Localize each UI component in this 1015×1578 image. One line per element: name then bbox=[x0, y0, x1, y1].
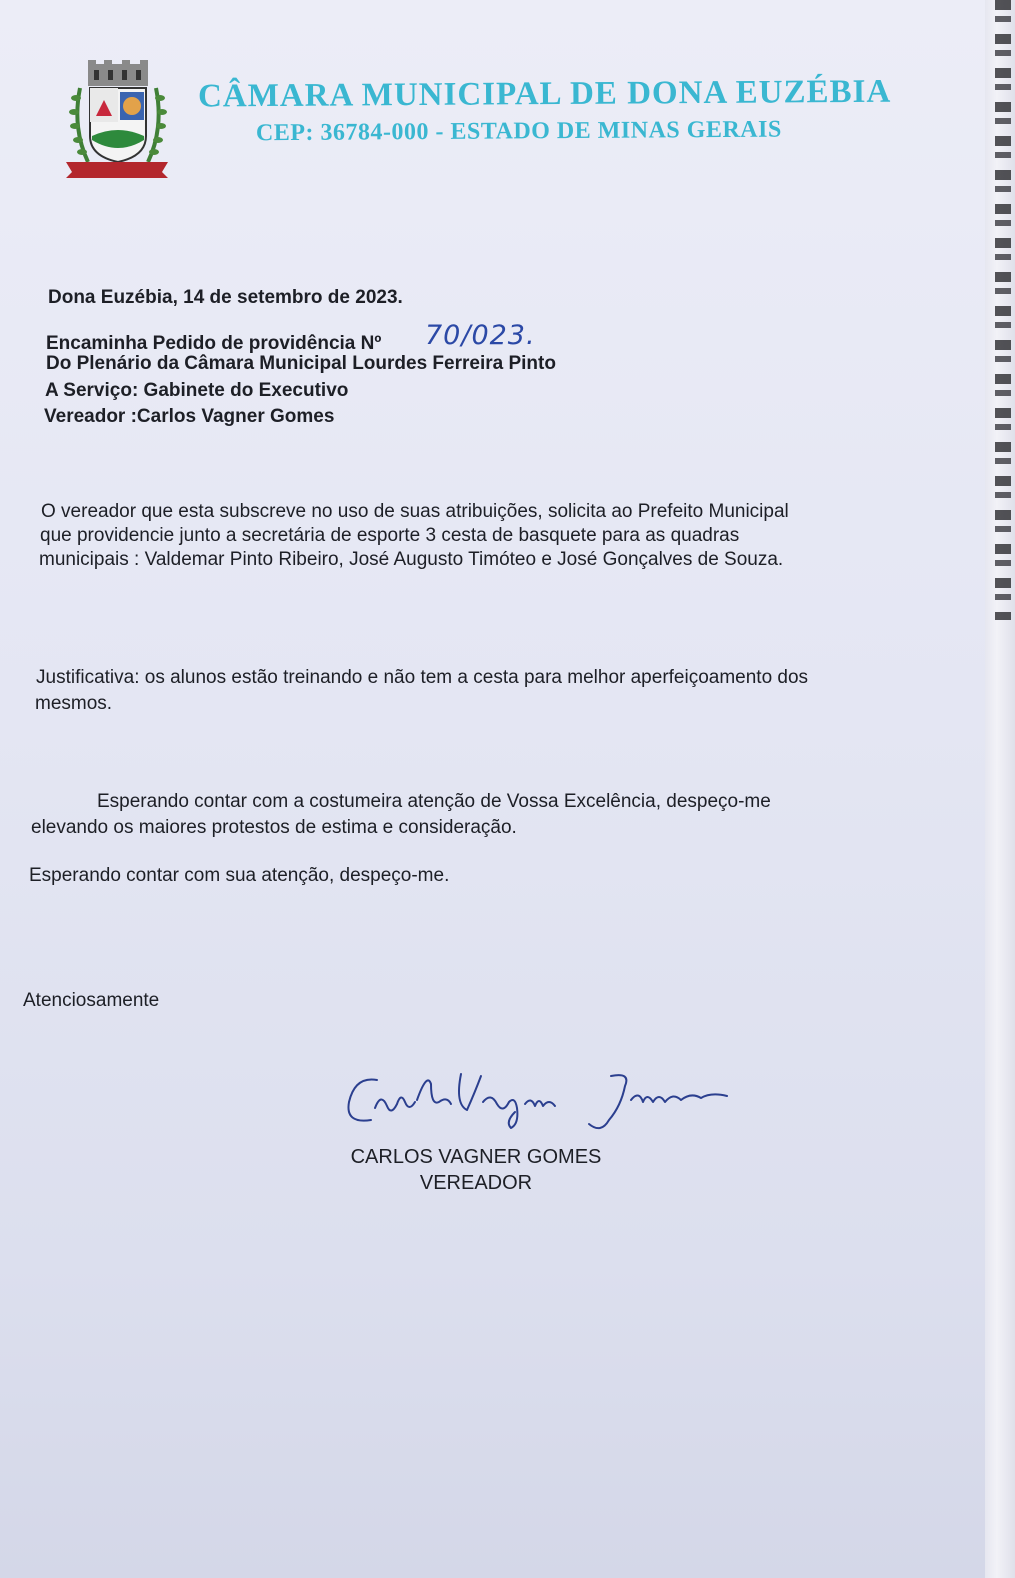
body-line-3: municipais : Valdemar Pinto Ribeiro, José Augusto Timóteo e José Gonçalves de Souza. bbox=[39, 549, 784, 570]
body-line-1: O vereador que esta subscreve no uso de suas atribuições, solicita ao Prefeito Municipal bbox=[41, 501, 789, 522]
justification-line-2: mesmos. bbox=[35, 693, 113, 714]
from-line: Do Plenário da Câmara Municipal Lourdes Ferreira Pinto bbox=[46, 353, 556, 374]
reference-line: Encaminha Pedido de providência Nº bbox=[46, 333, 382, 354]
handwritten-reference-number: 70/023. bbox=[425, 320, 536, 351]
closing-line-2: elevando os maiores protestos de estima e consideração. bbox=[31, 817, 517, 838]
coat-of-arms-logo bbox=[62, 58, 172, 180]
body-line-2: que providencie junto a secretária de esporte 3 cesta de basquete para as quadras bbox=[40, 525, 740, 546]
page-edge bbox=[985, 0, 1015, 1578]
salutation: Atenciosamente bbox=[23, 990, 160, 1011]
date-line: Dona Euzébia, 14 de setembro de 2023. bbox=[48, 287, 403, 308]
signer-title: VEREADOR bbox=[419, 1172, 533, 1194]
closing-short-line: Esperando contar com sua atenção, despeço-me. bbox=[29, 865, 450, 886]
handwritten-signature bbox=[335, 1062, 755, 1152]
councilor-line: Vereador :Carlos Vagner Gomes bbox=[44, 406, 335, 427]
closing-line-1: Esperando contar com a costumeira atenção de Vossa Excelência, despeço-me bbox=[97, 791, 771, 812]
header-title: CÂMARA MUNICIPAL DE DONA EUZÉBIA bbox=[197, 73, 892, 115]
signer-name: CARLOS VAGNER GOMES bbox=[350, 1146, 602, 1168]
service-line: A Serviço: Gabinete do Executivo bbox=[45, 380, 349, 401]
justification-line-1: Justificativa: os alunos estão treinando e não tem a cesta para melhor aperfeiçoamento dos bbox=[36, 667, 809, 688]
header-subtitle: CEP: 36784-000 - ESTADO DE MINAS GERAIS bbox=[255, 116, 782, 147]
